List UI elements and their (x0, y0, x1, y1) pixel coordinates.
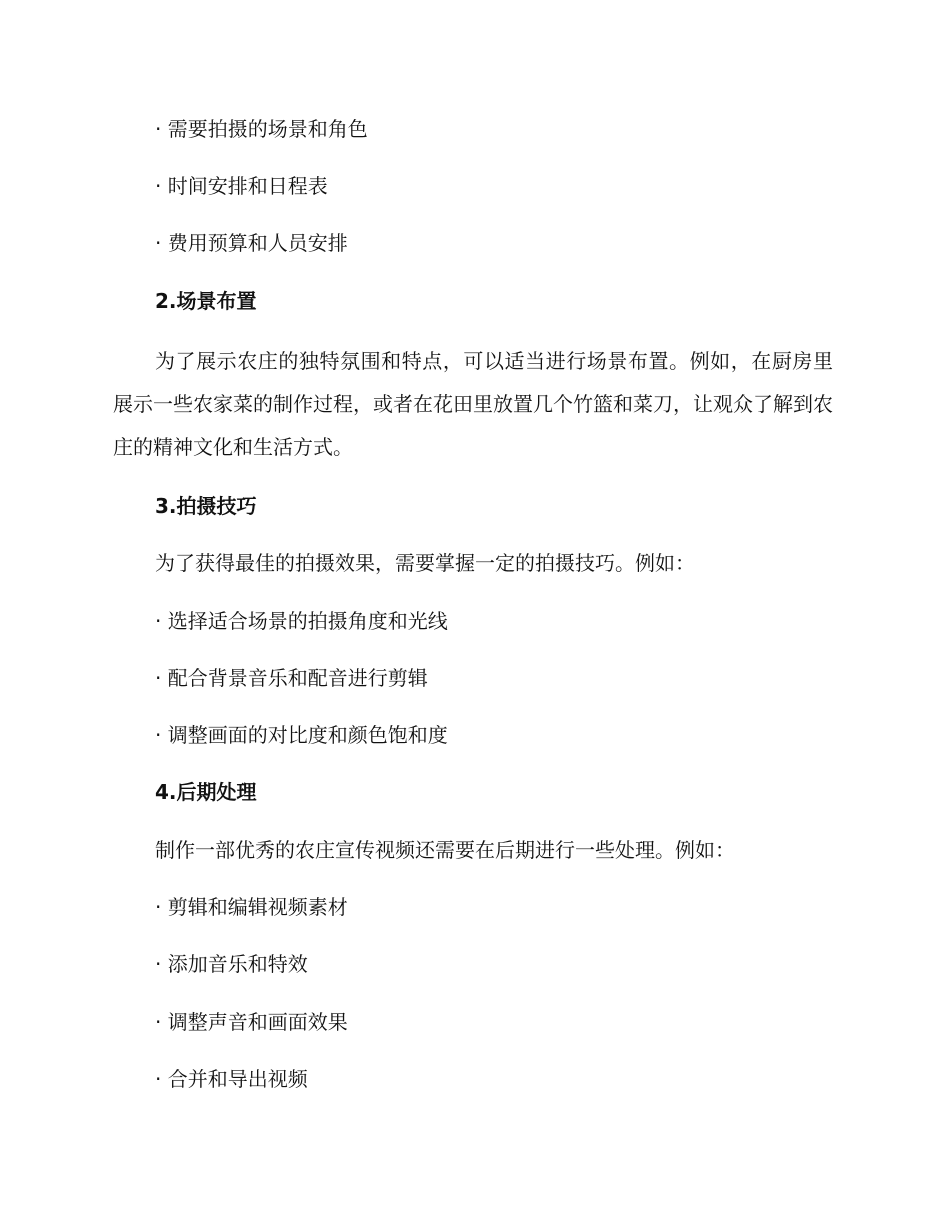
bullet-item: · 添加音乐和特效 (155, 952, 308, 976)
bullet-item: · 时间安排和日程表 (155, 174, 328, 198)
section-heading: 2.场景布置 (155, 289, 257, 313)
section-heading: 3.拍摄技巧 (155, 494, 257, 518)
bullet-item: · 费用预算和人员安排 (155, 231, 348, 255)
bullet-item: · 需要拍摄的场景和角色 (155, 117, 368, 141)
bullet-item: · 选择适合场景的拍摄角度和光线 (155, 609, 448, 633)
bullet-item: · 调整画面的对比度和颜色饱和度 (155, 723, 448, 747)
paragraph: 制作一部优秀的农庄宣传视频还需要在后期进行一些处理。例如： (155, 838, 735, 862)
paragraph: 为了获得最佳的拍摄效果，需要掌握一定的拍摄技巧。例如： (155, 551, 695, 575)
bullet-item: · 调整声音和画面效果 (155, 1010, 348, 1034)
paragraph: 为了展示农庄的独特氛围和特点，可以适当进行场景布置。例如，在厨房里展示一些农家菜的制作过程，或者在花田里放置几个竹篮和菜刀，让观众了解到农庄的精神文化和生活方式。 (113, 349, 833, 459)
bullet-item: · 合并和导出视频 (155, 1067, 308, 1091)
bullet-item: · 剪辑和编辑视频素材 (155, 895, 348, 919)
section-heading: 4.后期处理 (155, 780, 257, 804)
bullet-item: · 配合背景音乐和配音进行剪辑 (155, 666, 428, 690)
